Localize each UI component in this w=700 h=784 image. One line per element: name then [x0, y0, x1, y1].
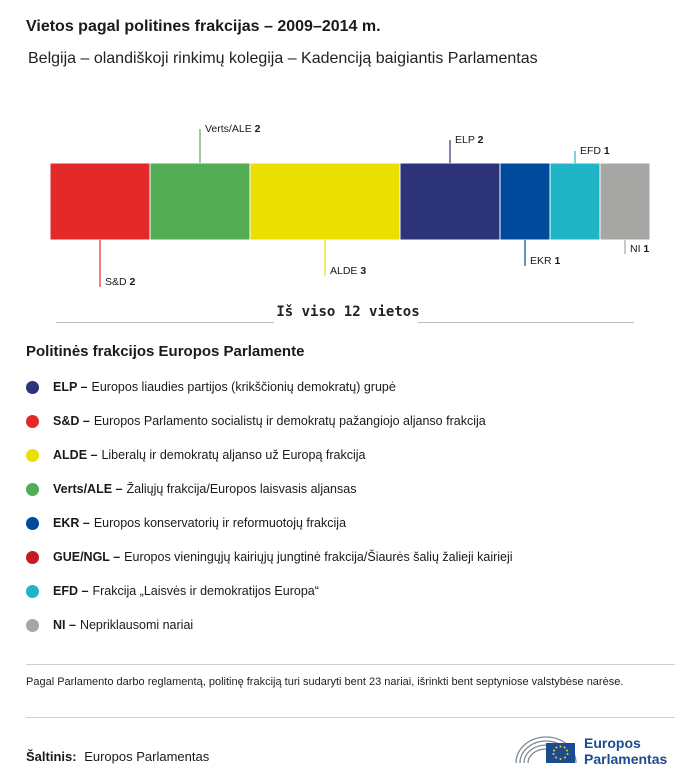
legend-abbr: ELP – [53, 380, 88, 394]
chart-subtitle: Belgija – olandiškoji rinkimų kolegija – Kadenciją baigiantis Parlamentas [28, 50, 538, 67]
legend-abbr: Verts/ALE – [53, 482, 123, 496]
legend-item [26, 506, 513, 540]
legend-item [26, 472, 513, 506]
bar-segment-elp [400, 163, 500, 240]
segment-label-alde: ALDE 3 [330, 265, 367, 277]
footnote: Pagal Parlamento darbo reglamentą, politinę frakciją turi sudaryti bent 23 nariai, išrinkti bent septyniose valstybėse narėse. [26, 676, 624, 688]
legend-dot-icon [26, 585, 39, 598]
bar-segment-s-d [50, 163, 150, 240]
legend-abbr: EFD – [53, 584, 89, 598]
source-value: Europos Parlamentas [84, 749, 210, 764]
bar-segment-efd [550, 163, 600, 240]
legend-item [26, 404, 513, 438]
source-line [26, 749, 209, 764]
legend-item [26, 608, 513, 642]
legend-text: Europos konservatorių ir reformuotojų frakcija [93, 516, 347, 530]
divider-bottom [26, 717, 675, 718]
total-divider-right [418, 322, 634, 323]
total-seats-label: Iš viso 12 vietos [276, 304, 420, 320]
seat-distribution-chart [0, 120, 700, 300]
legend [26, 370, 513, 642]
bar-segment-ni [600, 163, 650, 240]
parliament-emblem-icon [514, 729, 578, 769]
legend-dot-icon [26, 415, 39, 428]
legend-text: Europos Parlamento socialistų ir demokratų pažangiojo aljanso frakcija [93, 414, 486, 428]
bar-segment-ekr [500, 163, 550, 240]
legend-dot-icon [26, 483, 39, 496]
segment-label-ekr: EKR 1 [530, 255, 561, 267]
legend-dot-icon [26, 619, 39, 632]
chart-title: Vietos pagal politines frakcijas – 2009–2014 m. [26, 18, 381, 35]
legend-abbr: S&D – [53, 414, 90, 428]
legend-item [26, 438, 513, 472]
legend-abbr: NI – [53, 618, 76, 632]
legend-dot-icon [26, 517, 39, 530]
legend-text: Nepriklausomi nariai [79, 618, 194, 632]
total-divider-left [56, 322, 274, 323]
legend-dot-icon [26, 551, 39, 564]
legend-dot-icon [26, 381, 39, 394]
legend-item [26, 574, 513, 608]
legend-text: Žaliųjų frakcija/Europos laisvasis aljansas [126, 482, 357, 496]
legend-text: Frakcija „Laisvės ir demokratijos Europa“ [92, 584, 319, 598]
legend-text: Liberalų ir demokratų aljanso už Europą frakcija [101, 448, 366, 462]
legend-abbr: GUE/NGL – [53, 550, 121, 564]
legend-item [26, 540, 513, 574]
logo-line-2: Parlamentas [584, 751, 668, 767]
segment-label-efd: EFD 1 [580, 145, 610, 157]
legend-abbr: EKR – [53, 516, 90, 530]
segment-label-verts-ale: Verts/ALE 2 [205, 123, 261, 135]
logo-line-1: Europos [584, 735, 641, 751]
source-label: Šaltinis: [26, 749, 77, 764]
segment-label-s-d: S&D 2 [105, 276, 136, 288]
bar-segment-alde [250, 163, 400, 240]
legend-item [26, 370, 513, 404]
bar-segment-verts-ale [150, 163, 250, 240]
logo-text [584, 735, 667, 767]
legend-text: Europos liaudies partijos (krikščionių demokratų) grupė [91, 380, 396, 394]
legend-dot-icon [26, 449, 39, 462]
european-parliament-logo [514, 729, 684, 769]
legend-text: Europos vieningųjų kairiųjų jungtinė frakcija/Šiaurės šalių žalieji kairieji [124, 550, 513, 564]
legend-abbr: ALDE – [53, 448, 98, 462]
legend-title: Politinės frakcijos Europos Parlamente [26, 343, 305, 360]
segment-label-elp: ELP 2 [455, 134, 484, 146]
segment-label-ni: NI 1 [630, 243, 650, 255]
divider-top [26, 664, 675, 665]
